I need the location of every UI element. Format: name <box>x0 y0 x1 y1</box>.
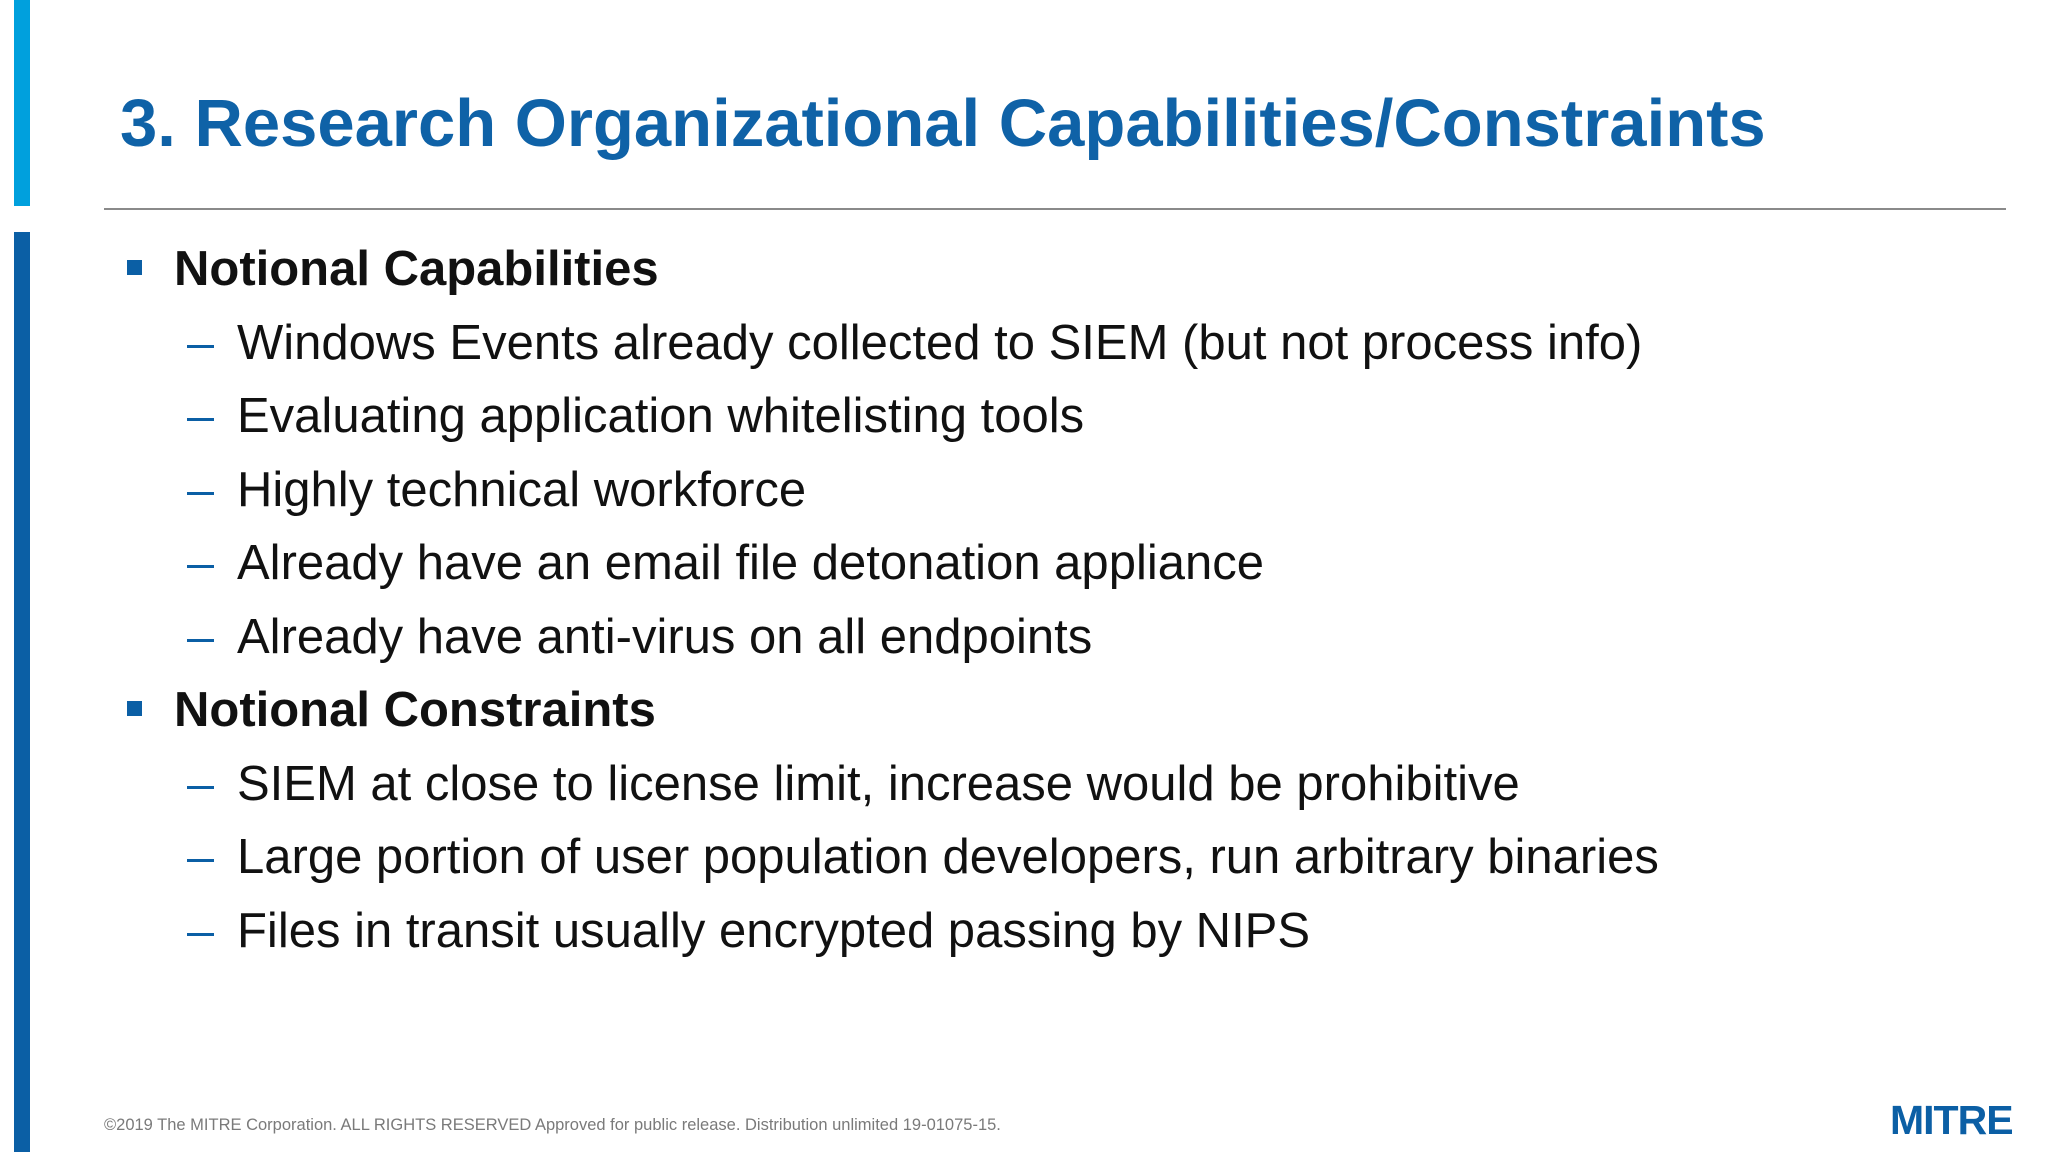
dash-bullet-icon <box>187 418 214 421</box>
top-accent-bar <box>14 0 30 206</box>
list-item-text: Files in transit usually encrypted passing by NIPS <box>237 903 1311 958</box>
list-item-text: Windows Events already collected to SIEM (but not process info) <box>237 315 1643 370</box>
list-item-text: SIEM at close to license limit, increase would be prohibitive <box>237 756 1520 811</box>
list-item-text: Already have anti-virus on all endpoints <box>237 609 1093 664</box>
dash-bullet-icon <box>187 933 214 936</box>
dash-bullet-icon <box>187 786 214 789</box>
section-heading: Notional Constraints <box>174 683 656 737</box>
dash-bullet-icon <box>187 345 214 348</box>
dash-bullet-icon <box>187 859 214 862</box>
slide-title: 3. Research Organizational Capabilities/Constraints <box>120 86 1766 161</box>
copyright-footer: ©2019 The MITRE Corporation. ALL RIGHTS RESERVED Approved for public release. Distribution unlimited 19-01075-15. <box>104 1116 1001 1134</box>
square-bullet-icon <box>127 701 142 716</box>
dash-bullet-icon <box>187 639 214 642</box>
list-item-text: Highly technical workforce <box>237 462 807 517</box>
dash-bullet-icon <box>187 565 214 568</box>
dash-bullet-icon <box>187 492 214 495</box>
square-bullet-icon <box>127 260 142 275</box>
section-heading: Notional Capabilities <box>174 242 659 296</box>
list-item-text: Evaluating application whitelisting tools <box>237 389 1085 443</box>
mitre-logo: MITRE <box>1890 1097 2013 1143</box>
title-divider <box>104 208 2006 210</box>
list-item-text: Large portion of user population developers, run arbitrary binaries <box>237 830 1659 884</box>
side-accent-bar <box>14 232 30 1152</box>
list-item-text: Already have an email file detonation appliance <box>237 536 1264 590</box>
